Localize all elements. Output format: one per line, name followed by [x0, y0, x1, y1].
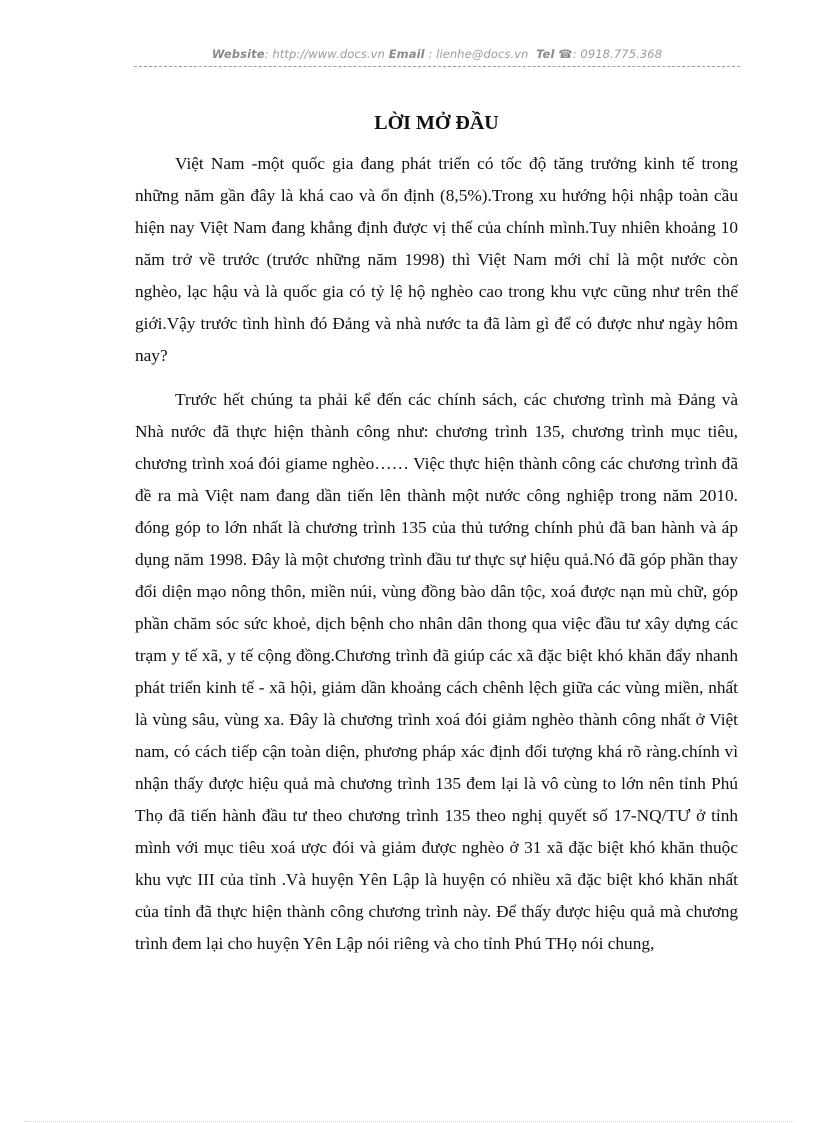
footer-divider: [24, 1121, 794, 1122]
telephone-icon: ☎: [558, 47, 573, 61]
website-link[interactable]: : http://www.docs.vn: [264, 47, 385, 61]
document-body: [135, 148, 738, 972]
tel-value: : 0918.775.368: [572, 47, 663, 61]
website-label: Website: [211, 47, 265, 61]
email-link[interactable]: : lienhe@docs.vn: [424, 47, 529, 61]
email-label: Email: [388, 47, 425, 61]
paragraph-2: Trước hết chúng ta phải kể đến các chính sách, các chương trình mà Đảng và Nhà nước đã thực hiện thành công như: chương trình 135, chương trình mục tiêu, chương trình xoá đói giame nghèo…… Việc thực hiện thành công các chương trình đã đề ra mà Việt nam đang dần tiến lên thành một nước công nghiệp trong năm 2010. đóng góp to lớn nhất là chương trình 135 của thủ tướng chính phủ đã ban hành và áp dụng năm 1998. Đây là một chương trình đầu tư thực sự hiệu quả.Nó đã góp phần thay đổi diện mạo nông thôn, miền núi, vùng đồng bào dân tộc, xoá được nạn mù chữ, góp phần chăm sóc sức khoẻ, dịch bệnh cho nhân dân thong qua việc đầu tư xây dựng các trạm y tế xã, y tế cộng đồng.Chương trình đã giúp các xã đặc biệt khó khăn đẩy nhanh phát triển kinh tế - xã hội, giảm dần khoảng cách chênh lệch giữa các vùng miền, nhất là vùng sâu, vùng xa. Đây là chương trình xoá đói giảm nghèo thành công nhất ở Việt nam, có cách tiếp cận toàn diện, phương pháp xác định đối tượng khá rõ ràng.chính vì nhận thấy được hiệu quả mà chương trình 135 đem lại là vô cùng to lớn nên tỉnh Phú Thọ đã tiến hành đầu tư theo chương trình 135 theo nghị quyết số 17-NQ/TƯ ở tỉnh mình với mục tiêu xoá ược đói và giảm được nghèo ở 31 xã đặc biệt khó khăn thuộc khu vực III của tỉnh .Và huyện Yên Lập là huyện có nhiều xã đặc biệt khó khăn nhất của tỉnh đã thực hiện thành công chương trình này. Để thấy được hiệu quả mà chương trình đem lại cho huyện Yên Lập nói riêng và cho tỉnh Phú THọ nói chung,: [135, 390, 738, 953]
page-header: [134, 47, 740, 61]
paragraph-1: Việt Nam -một quốc gia đang phát triển có tốc độ tăng trưởng kinh tế trong những năm gần đây là khá cao và ổn định (8,5%).Trong xu hướng hội nhập toàn cầu hiện nay Việt Nam đang khẳng định được vị thế của chính mình.Tuy nhiên khoảng 10 năm trở về trước (trước những năm 1998) thì Việt Nam mới chỉ là một nước còn nghèo, lạc hậu và là quốc gia có tỷ lệ hộ nghèo cao trong khu vực cũng như trên thế giới.Vậy trước tình hình đó Đảng và nhà nước ta đã làm gì để có được như ngày hôm nay?: [135, 154, 738, 365]
document-title: LỜI MỞ ĐẦU: [374, 112, 499, 134]
header-divider: [134, 66, 740, 67]
tel-label: Tel: [536, 47, 555, 61]
